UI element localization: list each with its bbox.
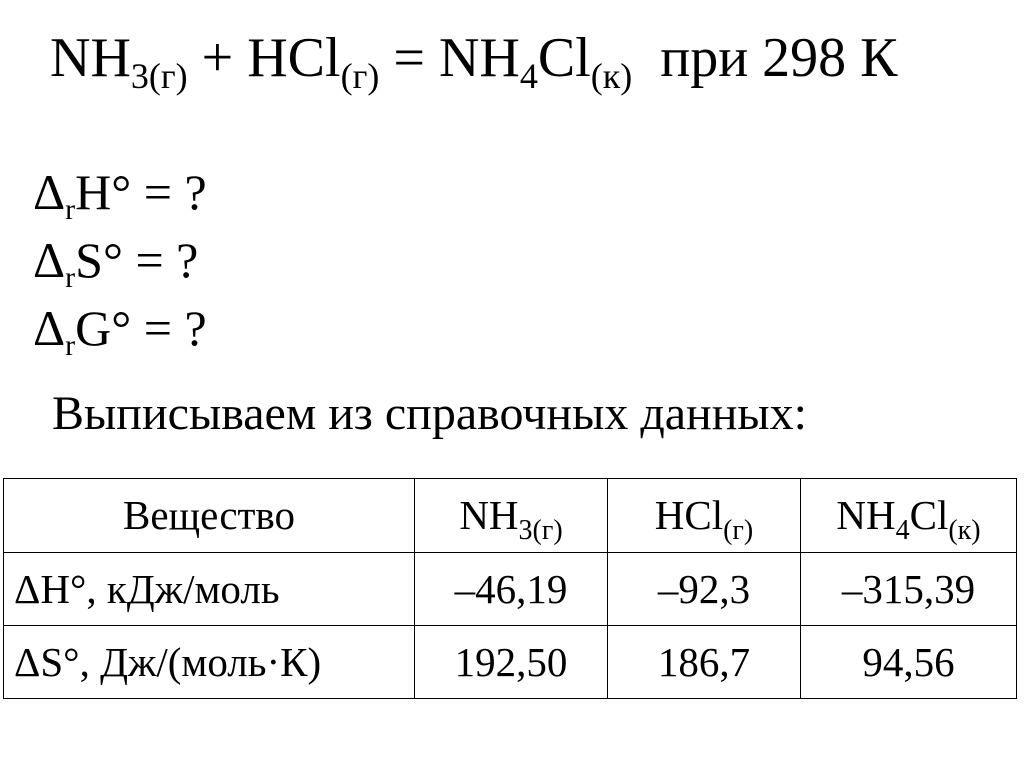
row-label: ΔS°, Дж/(моль·К): [4, 626, 415, 699]
formula-text: HCl: [247, 27, 341, 89]
question-text: S° = ?: [75, 232, 199, 288]
reactant-hcl: [247, 27, 380, 96]
table-row-entropy: [4, 626, 1017, 699]
header-ammonium-chloride: [801, 479, 1017, 553]
table-row-enthalpy: [4, 553, 1017, 626]
formula-text: Cl: [909, 492, 949, 538]
formula-subscript: 4: [895, 515, 910, 546]
intro-text: Выписываем из справочных данных:: [52, 387, 808, 440]
table-cell: 186,7: [608, 626, 801, 699]
delta-symbol: Δ: [33, 300, 66, 356]
product-ammonium-chloride: [438, 27, 633, 96]
table-cell: –315,39: [801, 553, 1017, 626]
formula-subscript: (г): [723, 515, 754, 546]
question-gibbs: [33, 294, 207, 362]
header-ammonia: [415, 479, 608, 553]
unknowns-list: [33, 158, 207, 362]
table-cell: 94,56: [801, 626, 1017, 699]
row-label: ΔH°, кДж/моль: [4, 553, 415, 626]
formula-subscript: 4: [519, 56, 538, 96]
formula-text: HCl: [654, 492, 724, 538]
formula-subscript: 3(г): [130, 56, 188, 96]
formula-subscript: (к): [948, 515, 981, 546]
equals-sign: =: [393, 27, 425, 89]
question-text: H° = ?: [75, 164, 207, 220]
formula-text: NH: [459, 492, 519, 538]
formula-text: Cl: [537, 27, 591, 89]
formula-text: NH: [50, 27, 131, 89]
delta-symbol: Δ: [33, 232, 66, 288]
table-cell: –92,3: [608, 553, 801, 626]
table-header-row: [4, 479, 1017, 553]
question-entropy: [33, 226, 207, 294]
header-hcl: [608, 479, 801, 553]
reaction-subscript: r: [65, 261, 76, 294]
question-text: G° = ?: [75, 300, 207, 356]
question-enthalpy: [33, 158, 207, 226]
table-cell: 192,50: [415, 626, 608, 699]
reaction-subscript: r: [65, 193, 76, 226]
formula-subscript: 3(г): [518, 515, 563, 546]
reference-data-table: [3, 478, 1017, 699]
reaction-subscript: r: [65, 329, 76, 362]
plus-sign: +: [201, 27, 234, 89]
formula-subscript: (г): [340, 56, 380, 96]
formula-text: NH: [438, 27, 520, 89]
formula-subscript: (к): [590, 56, 633, 96]
formula-text: NH: [836, 492, 896, 538]
table-cell: –46,19: [415, 553, 608, 626]
reactant-ammonia: [50, 27, 188, 96]
delta-symbol: Δ: [33, 164, 66, 220]
reaction-equation: [50, 27, 898, 96]
temperature-condition: при 298 К: [660, 27, 898, 89]
header-substance: Вещество: [4, 479, 415, 553]
